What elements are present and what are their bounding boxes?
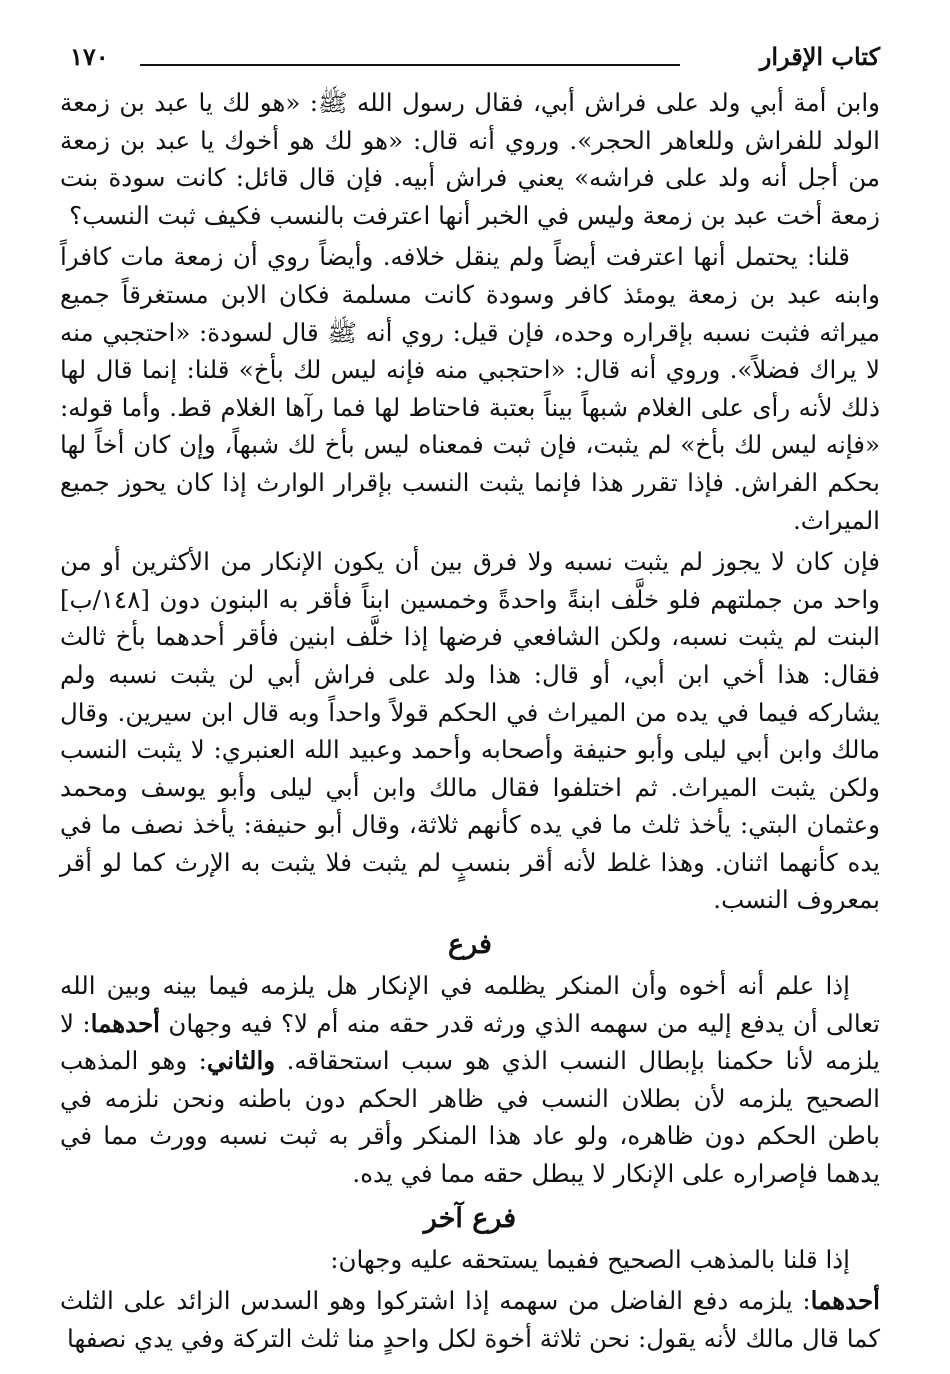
paragraph-5: إذا قلنا بالمذهب الصحيح ففيما يستحقه عليه وجهان: <box>330 1244 850 1274</box>
paragraph-6-text: : يلزمه دفع الفاضل من سهمه إذا اشتركوا وهو السدس الزائد على الثلث كما قال مالك لأنه يقول: نحن ثلاثة أخوة لكل واحدٍ منا ثلث التركة وفي يدي نصفها <box>60 1286 880 1353</box>
first-view-label-2: أحدهما <box>810 1286 880 1316</box>
paragraph-6 <box>60 1282 880 1357</box>
first-view-label: أحدهما <box>90 1008 160 1038</box>
section-heading-far: فرع <box>448 929 492 961</box>
paragraph-4 <box>60 967 880 1193</box>
second-view-label: والثاني <box>206 1046 276 1076</box>
page-header <box>60 40 880 84</box>
paragraph-3: فإن كان لا يجوز لم يثبت نسبه ولا فرق بين أن يكون الإنكار من الأكثرين أو من واحد من جملتهم فلو خلَّف ابنةً واحدةً وخمسين ابناً فأقر به البنون دون [١٤٨/ب] البنت لم يثبت نسبه، ولكن الشافعي فرضها إذا خلَّف ابنين فأقر أحدهما بأخ ثالث فقال: هذا أخي ابن أبي، أو قال: هذا ولد على فراش أبي لن يثبت نسبه ولم يشاركه فيما في يده من الميراث في الحكم قولاً واحداً وبه قال ابن سيرين. وقال مالك وابن أبي ليلى وأبو حنيفة وأصحابه وأحمد وعبيد الله العنبري: لا يثبت النسب ولكن يثبت الميراث. ثم اختلفوا فقال مالك وابن أبي ليلى وأبو يوسف ومحمد وعثمان البتي: يأخذ ثلث ما في يده كأنهم ثلاثة، وقال أبو حنيفة: يأخذ نصف ما في يده كأنهما اثنان. وهذا غلط لأنه أقر بنسبٍ لم يثبت فلا يثبت به الإرث كما لو أقر بمعروف النسب. <box>60 547 880 915</box>
paragraph-4-text-a: إذا علم أنه أخوه وأن المنكر يظلمه في الإنكار هل يلزمه فيما بينه وبين الله تعالى أن يدفع إليه من سهمه الذي ورثه قدر حقه منه أم لا؟ فيه وجهان <box>60 971 881 1038</box>
paragraph-1: وابن أمة أبي ولد على فراش أبي، فقال رسول الله ﷺ: «هو لك يا عبد بن زمعة الولد للفراش وللعاهر الحجر». وروي أنه قال: «هو لك هو أخوك يا عبد بن زمعة من أجل أنه ولد على فراشه» يعني فراش أبيه. فإن قال قائل: كانت سودة بنت زمعة أخت عبد بن زمعة وليس في الخبر أنها اعترفت بالنسب فكيف ثبت النسب؟ <box>60 88 880 230</box>
running-title: كتاب الإقرار <box>759 42 880 71</box>
page-number: ١٧٠ <box>70 42 109 71</box>
book-page <box>60 40 880 1361</box>
section-heading-far-akhar: فرع آخر <box>423 1202 517 1234</box>
paragraph-2: قلنا: يحتمل أنها اعترفت أيضاً ولم ينقل خلافه. وأيضاً روي أن زمعة مات كافراً وابنه عبد بن زمعة يومئذ كافر وسودة كانت مسلمة فكان الابن مستغرقاً جميع ميراثه فثبت نسبه بإقراره وحده، فإن قيل: روي أنه ﷺ قال لسودة: «احتجبي منه لا يراك فضلاً». وروي أنه قال: «احتجبي منه فإنه ليس لك بأخ» قلنا: إنما قال لها ذلك لأنه رأى على الغلام شبهاً بيناً بعتبة فاحتاط لها فما رآها الغلام قط. وأما قوله: «فإنه ليس لك بأخ» لم يثبت، فإن ثبت فمعناه ليس بأخ لك شبهاً، وإن كان أخاً لها بحكم الفراش. فإذا تقرر هذا فإنما يثبت النسب بإقرار الوارث إذا كان يحوز جميع الميراث. <box>60 242 880 535</box>
paragraph-4-text-d: : وهو المذهب الصحيح يلزمه لأن بطلان النسب في ظاهر الحكم دون باطنه ونحن نلزمه في باطن الحكم دون ظاهره، ولو عاد هذا المنكر وأقر به ثبت نسبه وورث مما في يدهما فإصراره على الإنكار لا يبطل حقه مما في يده. <box>60 1046 880 1189</box>
paragraph-4-text-c: : لا يلزمه لأنا حكمنا بإبطال النسب الذي هو سبب استحقاقه. <box>60 1008 880 1076</box>
header-rule <box>140 64 680 66</box>
